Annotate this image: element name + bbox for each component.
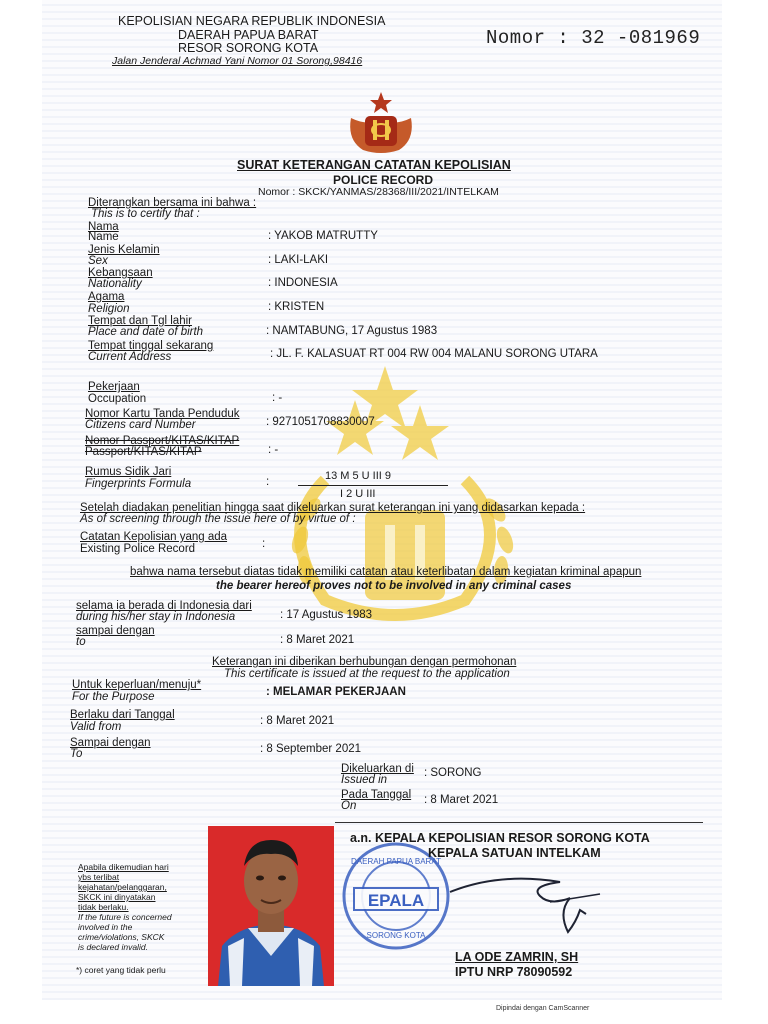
note-line-5: tidak berlaku.: [78, 902, 129, 912]
signature-title-line2: KEPALA SATUAN INTELKAM: [428, 846, 601, 860]
stamp-top-text: DAERAH PAPUA BARAT: [351, 857, 441, 866]
request-id: Keterangan ini diberikan berhubungan dengan permohonan: [212, 656, 517, 668]
document-title: SURAT KETERANGAN CATATAN KEPOLISIAN: [237, 158, 511, 172]
valid-from-value: : 8 Maret 2021: [260, 715, 335, 727]
org-name-line2: DAERAH PAPUA BARAT: [178, 28, 319, 42]
field-fingerprint-value: :: [266, 476, 270, 488]
issued-in-value: : SORONG: [424, 767, 482, 779]
purpose-label-id: Untuk keperluan/menuju*: [72, 679, 202, 691]
fingerprint-formula-divider: [298, 485, 448, 486]
stay-from-label-en: during his/her stay in Indonesia: [76, 611, 236, 623]
field-sex-label-en: Sex: [88, 255, 108, 267]
stamp-middle-text: EPALA: [367, 891, 425, 910]
stay-to-label-id: sampai dengan: [76, 625, 155, 637]
document-serial-number: Nomor : 32 -081969: [486, 27, 701, 49]
request-en: This certificate is issued at the request to the application: [224, 668, 510, 680]
field-address-value: : JL. F. KALASUAT RT 004 RW 004 MALANU SORONG UTARA: [270, 348, 598, 360]
field-address-label-id: Tempat tinggal sekarang: [88, 340, 214, 352]
issued-on-label-id: Pada Tanggal: [341, 789, 412, 801]
field-idcard-value: : 9271051708830007: [266, 416, 375, 428]
existing-record-value: :: [262, 538, 266, 550]
stamp-bottom-text: SORONG KOTA: [366, 931, 426, 940]
stay-from-value: : 17 Agustus 1983: [280, 609, 373, 621]
valid-from-label-id: Berlaku dari Tanggal: [70, 709, 175, 721]
holder-photo-person: [208, 826, 334, 986]
issued-on-value: : 8 Maret 2021: [424, 794, 499, 806]
note-line-8: crime/violations, SKCK: [78, 932, 165, 942]
field-nationality-label-en: Nationality: [88, 278, 142, 290]
screening-label-id: Setelah diadakan penelitian hingga saat dikeluarkan surat keterangan ini yang didasarkan kepada :: [80, 502, 586, 514]
field-fingerprint-label-id: Rumus Sidik Jari: [85, 466, 172, 478]
note-line-6: If the future is concerned: [78, 912, 172, 922]
stay-from-label-id: selama ia berada di Indonesia dari: [76, 600, 252, 612]
holder-photo: [208, 826, 334, 986]
field-nationality-label-id: Kebangsaan: [88, 267, 153, 279]
valid-to-label-id: Sampai dengan: [70, 737, 151, 749]
issued-in-label-en: Issued in: [341, 774, 388, 786]
field-sex-label-id: Jenis Kelamin: [88, 244, 160, 256]
org-name-line3: RESOR SORONG KOTA: [178, 41, 319, 55]
fingerprint-formula-line1: 13 M 5 U III 9: [325, 470, 392, 482]
valid-to-value: : 8 September 2021: [260, 743, 362, 755]
field-passport-value: : -: [268, 444, 279, 456]
document-subtitle: POLICE RECORD: [333, 173, 434, 187]
field-religion-label-id: Agama: [88, 291, 125, 303]
field-birth-label-en: Place and date of birth: [88, 326, 204, 338]
valid-to-label-en: To: [70, 748, 83, 760]
field-sex-value: : LAKI-LAKI: [268, 254, 329, 266]
strike-out-note: *) coret yang tidak perlu: [76, 965, 166, 975]
field-idcard-label-id: Nomor Kartu Tanda Penduduk: [85, 408, 240, 420]
note-line-2: ybs terlibat: [78, 872, 120, 882]
note-line-7: involved in the: [78, 922, 133, 932]
field-nationality-value: : INDONESIA: [268, 277, 338, 289]
field-occupation-label-id: Pekerjaan: [88, 381, 140, 393]
field-name-value: : YAKOB MATRUTTY: [268, 230, 378, 242]
invalidity-note: [78, 862, 172, 952]
statement-id: bahwa nama tersebut diatas tidak memiliki catatan atau keterlibatan dalam kegiatan kriminal apapun: [130, 566, 642, 578]
signer-rank-nrp: IPTU NRP 78090592: [455, 965, 573, 979]
field-birth-value: : NAMTABUNG, 17 Agustus 1983: [266, 325, 438, 337]
signature-block-rule: [335, 822, 703, 823]
stay-to-label-en: to: [76, 636, 86, 648]
field-birth-label-id: Tempat dan Tgl lahir: [88, 315, 192, 327]
fingerprint-formula-line2: I 2 U III: [340, 488, 376, 500]
handwritten-signature: [440, 862, 610, 942]
field-passport-label-en: Passport/KITAS/KITAP: [85, 446, 202, 458]
org-address: Jalan Jenderal Achmad Yani Nomor 01 Sorong,98416: [112, 55, 363, 67]
field-religion-value: : KRISTEN: [268, 301, 325, 313]
field-religion-label-en: Religion: [88, 303, 130, 315]
police-crest-icon: [343, 90, 419, 156]
screening-label-en: As of screening through the issue here of by virtue of :: [80, 513, 356, 525]
certify-label-id: Diterangkan bersama ini bahwa :: [88, 197, 257, 209]
field-occupation-value: : -: [272, 392, 283, 404]
issued-in-label-id: Dikeluarkan di: [341, 763, 414, 775]
purpose-label-en: For the Purpose: [72, 691, 155, 703]
field-name-label-en: Name: [88, 231, 119, 243]
document-number: Nomor : SKCK/YANMAS/28368/III/2021/INTELKAM: [258, 186, 499, 198]
field-idcard-label-en: Citizens card Number: [85, 419, 196, 431]
certify-label-en: This is to certify that :: [91, 208, 200, 220]
stay-to-value: : 8 Maret 2021: [280, 634, 355, 646]
field-address-label-en: Current Address: [88, 351, 172, 363]
note-line-9: is declared invalid.: [78, 942, 148, 952]
scanner-footer: Dipindai dengan CamScanner: [496, 1005, 590, 1012]
statement-en: the bearer hereof proves not to be involved in any criminal cases: [216, 580, 572, 592]
issued-on-label-en: On: [341, 800, 357, 812]
field-passport-label-id: Nomor Passport/KITAS/KITAP: [85, 435, 240, 447]
org-name-line1: KEPOLISIAN NEGARA REPUBLIK INDONESIA: [118, 14, 386, 28]
note-line-1: Apabila dikemudian hari: [78, 862, 169, 872]
existing-record-label-id: Catatan Kepolisian yang ada: [80, 531, 228, 543]
signature-title-line1: a.n. KEPALA KEPOLISIAN RESOR SORONG KOTA: [350, 831, 650, 845]
note-line-4: SKCK ini dinyatakan: [78, 892, 156, 902]
field-fingerprint-label-en: Fingerprints Formula: [85, 478, 192, 490]
note-line-3: kejahatan/pelanggaran,: [78, 882, 167, 892]
existing-record-label-en: Existing Police Record: [80, 543, 196, 555]
purpose-value: : MELAMAR PEKERJAAN: [266, 686, 406, 698]
signer-name: LA ODE ZAMRIN, SH: [455, 950, 579, 964]
field-occupation-label-en: Occupation: [88, 393, 147, 405]
field-name-label-id: Nama: [88, 221, 119, 233]
valid-from-label-en: Valid from: [70, 721, 122, 733]
